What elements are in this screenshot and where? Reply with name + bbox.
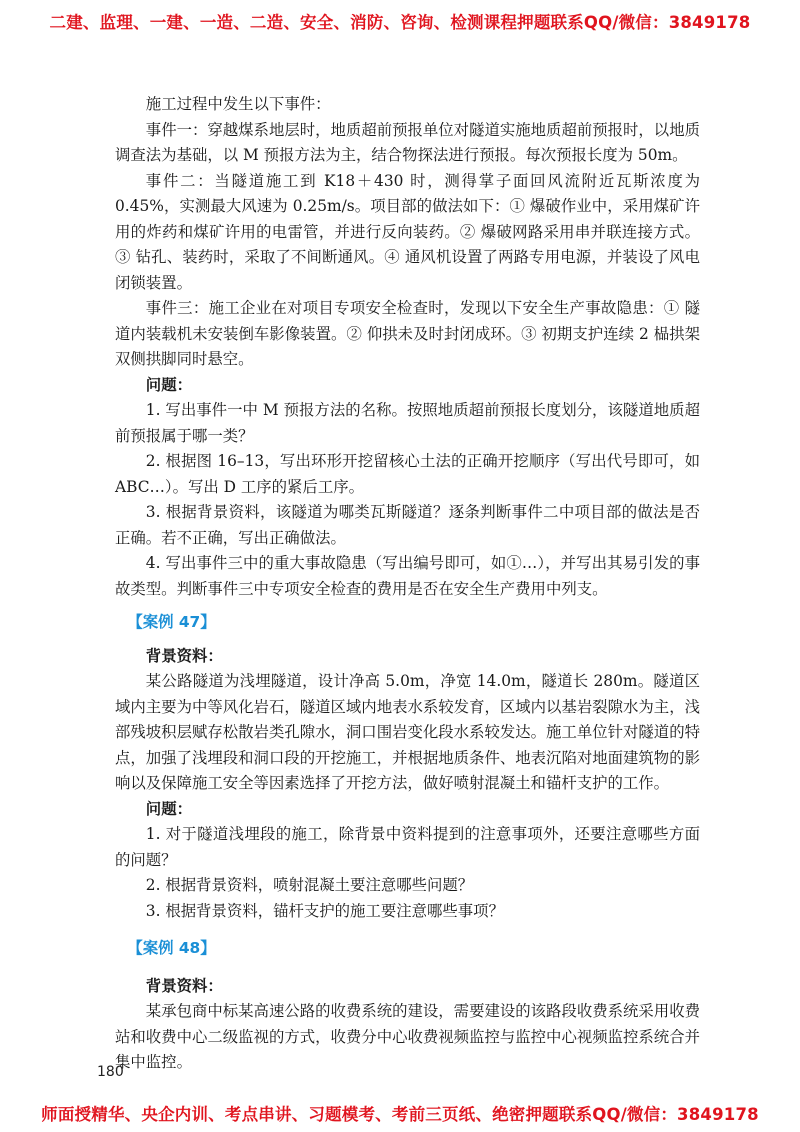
event-1: 事件一：穿越煤系地层时，地质超前预报单位对隧道实施地质超前预报时，以地质调查法为基础，以 M 预报方法为主，结合物探法进行预报。每次预报长度为 50m。	[115, 120, 700, 164]
page-content	[115, 92, 700, 1076]
event-3: 事件三：施工企业在对项目专项安全检查时，发现以下安全生产事故隐患：① 隧道内装载机未安装倒车影像装置。② 仰拱未及时封闭成环。③ 初期支护连续 2 榀拱架双侧拱脚同时悬空。	[115, 299, 700, 368]
case-47-background-label: 背景资料：	[145, 646, 223, 665]
event-2: 事件二：当隧道施工到 K18＋430 时，测得掌子面回风流附近瓦斯浓度为 0.45%，实测最大风速为 0.25m/s。项目部的做法如下：① 爆破作业中，采用煤矿许用的炸药和煤矿许用的电雷管，并进行反向装药。② 爆破网路采用串并联连接方式。③ 钻孔、装药时，采取了不间断通风。④ 通风机设置了两路专用电源，并装设了风电闭锁装置。	[115, 171, 700, 292]
questions-label: 问题：	[145, 375, 192, 394]
case-47-question-2: 2. 根据背景资料，喷射混凝土要注意哪些问题？	[145, 876, 474, 894]
case-47-title: 【案例 47】	[127, 613, 216, 631]
header-banner: 二建、监理、一建、一造、二造、安全、消防、咨询、检测课程押题联系QQ/微信：3849178	[49, 13, 751, 32]
case-47-question-3: 3. 根据背景资料，锚杆支护的施工要注意哪些事项？	[145, 901, 504, 920]
page-number: 180	[97, 1064, 124, 1080]
case-48-background: 某承包商中标某高速公路的收费系统的建设，需要建设的该路段收费系统采用收费站和收费中心二级监视的方式，收费分中心收费视频监控与监控中心视频监控系统合并集中监控。	[115, 1002, 700, 1071]
question-2: 2. 根据图 16–13，写出环形开挖留核心土法的正确开挖顺序（写出代号即可，如 ABC…）。写出 D 工序的紧后工序。	[115, 452, 700, 496]
question-3: 3. 根据背景资料，该隧道为哪类瓦斯隧道？逐条判断事件二中项目部的做法是否正确。若不正确，写出正确做法。	[115, 503, 700, 547]
footer-banner: 师面授精华、央企内训、考点串讲、习题模考、考前三页纸、绝密押题联系QQ/微信：3849178	[41, 1105, 759, 1124]
question-4: 4. 写出事件三中的重大事故隐患（写出编号即可，如①…），并写出其易引发的事故类型。判断事件三中专项安全检查的费用是否在安全生产费用中列支。	[115, 554, 700, 598]
case-48-title: 【案例 48】	[127, 939, 216, 957]
case-47-question-1: 1. 对于隧道浅埋段的施工，除背景中资料提到的注意事项外，还要注意哪些方面的问题？	[115, 825, 700, 869]
case-47-questions-label: 问题：	[145, 799, 192, 818]
question-1: 1. 写出事件一中 M 预报方法的名称。按照地质超前预报长度划分，该隧道地质超前预报属于哪一类？	[115, 401, 700, 445]
case-48-background-label: 背景资料：	[145, 976, 223, 995]
case-47-background: 某公路隧道为浅埋隧道，设计净高 5.0m，净宽 14.0m，隧道长 280m。隧道区域内主要为中等风化岩石，隧道区域内地表水系较发育，区域内以基岩裂隙水为主，浅部残坡积层赋存松散岩类孔隙水，洞口围岩变化段水系较发达。施工单位针对隧道的特点，加强了浅埋段和洞口段的开挖施工，并根据地质条件、地表沉陷对地面建筑物的影响以及保障施工安全等因素选择了开挖方法，做好喷射混凝土和锚杆支护的工作。	[115, 672, 700, 792]
events-intro: 施工过程中发生以下事件：	[145, 95, 331, 113]
